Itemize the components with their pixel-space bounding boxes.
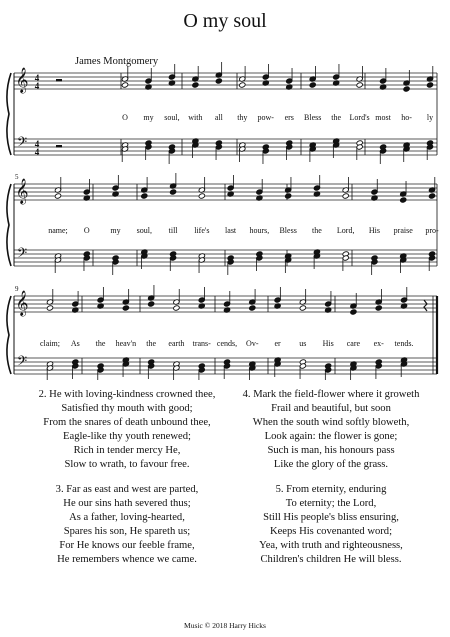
verses-left-column xyxy=(22,388,232,578)
verse-line: 5. From eternity, enduring xyxy=(275,484,387,495)
verse-line: From the snares of death unbound thee, xyxy=(43,417,211,428)
composer-credit: James Montgomery xyxy=(75,56,159,67)
lyric-syllable: praise xyxy=(393,226,413,235)
treble-note-lower xyxy=(309,82,316,88)
treble-note-lower xyxy=(400,197,407,203)
treble-note-lower xyxy=(356,82,363,88)
lyric-syllable: ers xyxy=(284,113,294,122)
treble-note-lower xyxy=(426,82,433,88)
lyric-syllable: Lord, xyxy=(336,226,355,235)
lyric-syllable: pro- xyxy=(425,226,439,235)
lyric-syllable: most xyxy=(375,113,391,122)
quarter-rest-icon xyxy=(424,300,427,311)
lyric-syllable: care xyxy=(346,339,361,348)
time-signature-top: 4 xyxy=(34,73,40,83)
lyric-syllable: pow- xyxy=(257,113,274,122)
lyric-syllable: my xyxy=(143,113,154,122)
lyric-syllable: O xyxy=(83,226,90,235)
verse-line: Children's children He will bless. xyxy=(260,554,402,565)
lyric-syllable: trans- xyxy=(192,339,211,348)
verse-line: For He knows our feeble frame, xyxy=(59,540,195,551)
verse-line: Yea, with truth and righteousness, xyxy=(259,540,403,551)
verse-line: Like the glory of the grass. xyxy=(273,459,389,470)
lyric-syllable: name; xyxy=(48,226,68,235)
lyric-syllable: claim; xyxy=(40,339,60,348)
treble-note-lower xyxy=(121,82,128,88)
verse-line: To eternity; the Lord, xyxy=(285,498,377,509)
treble-note-lower xyxy=(141,193,148,199)
verse-line: Frail and beautiful, but soon xyxy=(271,403,391,414)
half-rest-icon xyxy=(56,145,62,148)
lyric-syllable: my xyxy=(110,226,121,235)
verse-stanza xyxy=(226,388,436,472)
treble-note-lower xyxy=(350,309,357,315)
lyric-syllable: Lord's xyxy=(349,113,370,122)
treble-note-lower xyxy=(192,82,199,88)
lyric-syllable: Bless xyxy=(304,113,322,122)
lyric-syllable: the xyxy=(146,339,157,348)
lyric-syllable: His xyxy=(368,226,381,235)
lyric-syllable: ex- xyxy=(373,339,384,348)
treble-note-lower xyxy=(239,82,246,88)
lyric-syllable: the xyxy=(331,113,342,122)
time-signature-bottom: 4 xyxy=(34,147,40,157)
lyric-syllable: ly xyxy=(426,113,434,122)
lyric-syllable: ho- xyxy=(401,113,412,122)
treble-clef-icon: 𝄞 xyxy=(15,179,29,204)
lyric-syllable: with xyxy=(188,113,203,122)
treble-note-lower xyxy=(122,305,129,311)
verse-line: Rich in tender mercy He, xyxy=(73,445,181,456)
treble-note-lower xyxy=(428,193,435,199)
treble-note-lower xyxy=(375,305,382,311)
treble-note-lower xyxy=(46,305,53,311)
verse-line: 3. Far as east and west are parted, xyxy=(55,484,199,495)
treble-clef-icon: 𝄞 xyxy=(15,68,29,93)
lyric-syllable: As xyxy=(70,339,80,348)
verse-line: Satisfied thy mouth with good; xyxy=(61,403,193,414)
lyric-syllable: er xyxy=(274,339,281,348)
half-rest-icon xyxy=(56,79,62,82)
treble-note-lower xyxy=(299,305,306,311)
treble-note-lower xyxy=(403,86,410,92)
verse-line: Eagle-like thy youth renewed; xyxy=(63,431,191,442)
verse-line: When the south wind softly bloweth, xyxy=(252,417,410,428)
time-signature-top: 4 xyxy=(34,139,40,149)
bass-clef-icon: 𝄢 xyxy=(16,245,28,264)
verse-line: 4. Mark the field-flower where it groweth xyxy=(242,389,420,400)
lyric-syllable: the xyxy=(312,226,322,235)
brace xyxy=(7,296,11,374)
treble-note-lower xyxy=(342,193,349,199)
verse-line: Such is man, his honours pass xyxy=(267,445,395,456)
verse-line: He remembers whence we came. xyxy=(57,554,197,565)
verse-line: Look again: the flower is gone; xyxy=(264,431,398,442)
treble-note-lower xyxy=(285,193,292,199)
treble-clef-icon: 𝄞 xyxy=(15,291,29,316)
lyric-syllable: soul, xyxy=(164,113,180,122)
treble-note-lower xyxy=(215,78,222,84)
treble-note-lower xyxy=(249,305,256,311)
lyric-syllable: Ov- xyxy=(246,339,259,348)
brace xyxy=(7,73,11,155)
lyric-syllable: us xyxy=(299,339,307,348)
footer-copyright: Music © 2018 Harry Hicks xyxy=(184,621,266,630)
treble-note-lower xyxy=(148,301,155,307)
lyric-syllable: the xyxy=(95,339,106,348)
lyric-syllable: soul, xyxy=(136,226,152,235)
bass-clef-icon: 𝄢 xyxy=(16,134,28,153)
lyric-syllable: all xyxy=(214,113,223,122)
treble-note-lower xyxy=(173,305,180,311)
verse-line: Spares his son, He spareth us; xyxy=(63,526,191,537)
verse-line: He our sins hath severed thus; xyxy=(63,498,191,509)
lyric-syllable: till xyxy=(168,226,178,235)
lyric-syllable: thy xyxy=(237,113,248,122)
verse-stanza xyxy=(226,483,436,567)
lyric-syllable: tends. xyxy=(394,339,414,348)
lyric-syllable: last xyxy=(225,226,237,235)
verse-line: As a father, loving-hearted, xyxy=(69,512,185,523)
lyric-syllable: heav'n xyxy=(115,339,137,348)
verse-line: Keeps His covenanted word; xyxy=(269,526,393,537)
page-title: O my soul xyxy=(183,10,267,32)
measure-number: 5 xyxy=(15,173,19,181)
verse-line: Still His people's bliss ensuring, xyxy=(263,512,399,523)
lyric-syllable: life's xyxy=(194,226,210,235)
lyric-syllable: Bless xyxy=(279,226,297,235)
measure-number: 9 xyxy=(15,285,19,293)
treble-note-lower xyxy=(198,193,205,199)
lyric-syllable: His xyxy=(322,339,334,348)
lyric-syllable: O xyxy=(122,113,128,122)
treble-note-lower xyxy=(170,189,177,195)
verse-line: 2. He with loving-kindness crowned thee, xyxy=(38,389,216,400)
verse-stanza xyxy=(22,483,232,567)
lyric-syllable: hours, xyxy=(249,226,270,235)
verses-right-column xyxy=(226,388,436,578)
bass-clef-icon: 𝄢 xyxy=(16,353,28,372)
treble-note-lower xyxy=(54,193,61,199)
brace xyxy=(7,184,11,266)
verse-line: Slow to wrath, to favour free. xyxy=(64,459,190,470)
lyric-syllable: earth xyxy=(168,339,185,348)
time-signature-bottom: 4 xyxy=(34,81,40,91)
lyric-syllable: cends, xyxy=(216,339,238,348)
verse-stanza xyxy=(22,388,232,472)
